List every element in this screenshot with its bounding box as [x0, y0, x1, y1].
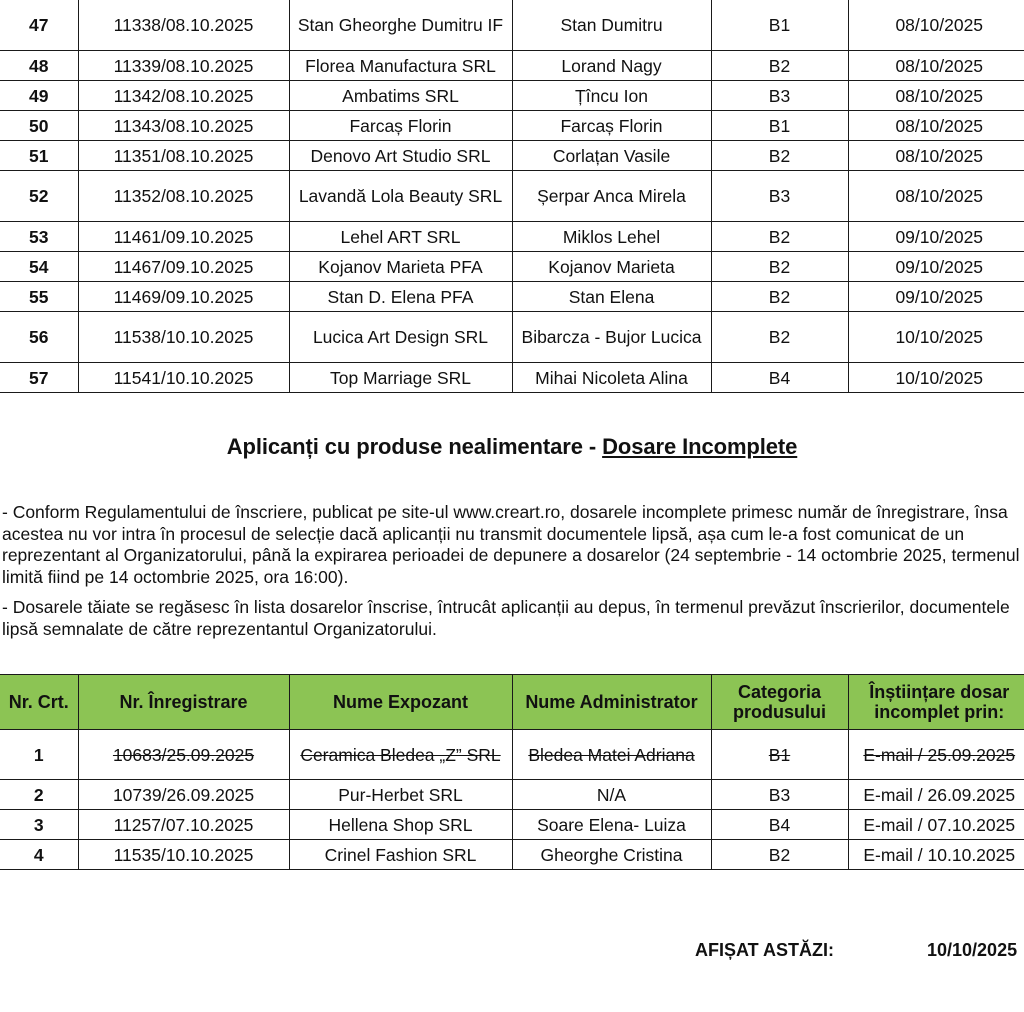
note-struck-files: - Dosarele tăiate se regăsesc în lista dosarelor înscrise, întrucât aplicanții au depus, în termenul prevăzut înscrierilor, documentele lipsă semnalate de către reprezentantul Organizatorului.: [2, 597, 1010, 639]
cell-administrator: [512, 282, 711, 312]
cell-date: [848, 51, 1024, 81]
cell-administrator: [512, 363, 711, 393]
cell-administrator-text: Corlațan Vasile: [552, 145, 671, 166]
table-row: [0, 810, 1024, 840]
cell-nr-text: 53: [29, 226, 49, 247]
cell-registration-text: 11467/09.10.2025: [113, 256, 254, 277]
cell-registration-text: 11257/07.10.2025: [113, 814, 254, 835]
cell-registration-text: 11351/08.10.2025: [113, 145, 254, 166]
cell-registration-text: 11342/08.10.2025: [113, 85, 254, 106]
cell-nr-text: 2: [33, 784, 44, 805]
cell-administrator: [512, 252, 711, 282]
cell-administrator-text: Bledea Matei Adriana: [528, 744, 695, 765]
cell-date: [848, 141, 1024, 171]
cell-exhibitor: [289, 363, 512, 393]
cell-category: [711, 730, 848, 780]
cell-administrator: [512, 222, 711, 252]
cell-exhibitor: [289, 780, 512, 810]
cell-registration-text: 11469/09.10.2025: [113, 286, 254, 307]
cell-exhibitor: [289, 840, 512, 870]
cell-category-text: B2: [768, 256, 791, 277]
cell-nr-text: 55: [29, 286, 49, 307]
cell-date: [848, 111, 1024, 141]
cell-registration-text: 11461/09.10.2025: [113, 226, 254, 247]
header-exhibitor: Nume Expozant: [289, 675, 512, 730]
cell-registration: [78, 111, 289, 141]
cell-nr-text: 57: [29, 367, 49, 388]
cell-notice-text: E-mail / 10.10.2025: [863, 844, 1016, 865]
table-row: [0, 51, 1024, 81]
cell-date: [848, 282, 1024, 312]
table-row: [0, 141, 1024, 171]
cell-nr: [0, 363, 78, 393]
cell-registration-text: 10739/26.09.2025: [112, 784, 255, 805]
cell-notice: [848, 780, 1024, 810]
cell-exhibitor-text: Kojanov Marieta PFA: [318, 256, 483, 277]
cell-nr-text: 1: [33, 744, 44, 765]
cell-exhibitor: [289, 312, 512, 363]
cell-category: [711, 171, 848, 222]
cell-administrator-text: Mihai Nicoleta Alina: [535, 367, 688, 388]
cell-administrator: [512, 51, 711, 81]
cell-administrator-text: N/A: [596, 784, 627, 805]
cell-category: [711, 51, 848, 81]
cell-exhibitor-text: Pur-Herbet SRL: [338, 784, 463, 805]
incomplete-applications-table: [0, 674, 1024, 870]
cell-category-text: B2: [768, 226, 791, 247]
table-row: [0, 252, 1024, 282]
cell-category-text: B3: [768, 186, 791, 206]
cell-date: [848, 0, 1024, 51]
header-nr-crt: Nr. Crt.: [0, 675, 78, 730]
cell-administrator-text: Soare Elena- Luiza: [537, 814, 686, 835]
cell-notice-text: E-mail / 25.09.2025: [863, 744, 1016, 765]
cell-nr: [0, 252, 78, 282]
cell-category: [711, 312, 848, 363]
cell-date-text: 09/10/2025: [895, 286, 984, 307]
cell-registration: [78, 780, 289, 810]
cell-registration-text: 11538/10.10.2025: [113, 327, 254, 347]
cell-registration: [78, 141, 289, 171]
cell-category-text: B1: [768, 14, 791, 35]
heading-prefix: Aplicanți cu produse nealimentare -: [226, 434, 603, 459]
table-row: [0, 730, 1024, 780]
cell-exhibitor: [289, 141, 512, 171]
cell-notice: [848, 840, 1024, 870]
cell-nr: [0, 81, 78, 111]
cell-administrator-text: Farcaș Florin: [560, 115, 663, 136]
cell-category: [711, 363, 848, 393]
cell-registration-text: 11541/10.10.2025: [113, 367, 254, 388]
table-row: [0, 222, 1024, 252]
cell-administrator: [512, 141, 711, 171]
cell-date: [848, 312, 1024, 363]
header-category: Categoria produsului: [711, 675, 848, 730]
cell-administrator: [512, 312, 711, 363]
cell-nr-text: 3: [33, 814, 44, 835]
cell-exhibitor-text: Top Marriage SRL: [329, 367, 472, 388]
cell-administrator-text: Țîncu Ion: [575, 85, 648, 106]
cell-registration-text: 11343/08.10.2025: [113, 115, 254, 136]
cell-date-text: 10/10/2025: [895, 367, 984, 388]
table-row: [0, 111, 1024, 141]
cell-administrator: [512, 81, 711, 111]
cell-administrator: [512, 171, 711, 222]
cell-exhibitor-text: Crinel Fashion SRL: [324, 844, 477, 865]
cell-administrator-text: Stan Dumitru: [560, 14, 663, 35]
cell-date-text: 08/10/2025: [895, 55, 984, 76]
cell-category-text: B1: [768, 744, 791, 765]
cell-administrator-text: Stan Elena: [568, 286, 655, 307]
cell-registration: [78, 81, 289, 111]
cell-exhibitor-text: Lehel ART SRL: [340, 226, 461, 247]
cell-exhibitor-text: Farcaș Florin: [349, 115, 452, 136]
cell-category: [711, 141, 848, 171]
complete-applications-table: [0, 0, 1024, 393]
cell-registration: [78, 312, 289, 363]
cell-registration: [78, 840, 289, 870]
cell-administrator-text: Lorand Nagy: [561, 55, 662, 76]
cell-category-text: B2: [768, 55, 791, 76]
cell-date: [848, 171, 1024, 222]
cell-registration-text: 10683/25.09.2025: [112, 744, 255, 765]
cell-category: [711, 0, 848, 51]
cell-registration: [78, 171, 289, 222]
cell-category: [711, 282, 848, 312]
cell-nr: [0, 111, 78, 141]
cell-registration-text: 11338/08.10.2025: [113, 14, 254, 35]
cell-category-text: B2: [768, 286, 791, 307]
cell-administrator-text: Bibarcza - Bujor Lucica: [521, 327, 702, 347]
cell-registration: [78, 810, 289, 840]
cell-exhibitor: [289, 730, 512, 780]
cell-exhibitor: [289, 111, 512, 141]
cell-exhibitor-text: Stan D. Elena PFA: [327, 286, 474, 307]
cell-exhibitor-text: Hellena Shop SRL: [328, 814, 473, 835]
section-heading: [0, 434, 1024, 460]
cell-date-text: 08/10/2025: [895, 14, 984, 35]
cell-exhibitor: [289, 222, 512, 252]
cell-exhibitor: [289, 810, 512, 840]
cell-category: [711, 780, 848, 810]
table-row: [0, 312, 1024, 363]
posted-today-date: 10/10/2025: [927, 940, 1018, 960]
header-registration: Nr. Înregistrare: [78, 675, 289, 730]
cell-registration: [78, 282, 289, 312]
table-row: [0, 780, 1024, 810]
cell-registration-text: 11352/08.10.2025: [113, 186, 254, 206]
cell-exhibitor: [289, 51, 512, 81]
cell-date-text: 08/10/2025: [895, 85, 984, 106]
cell-date-text: 09/10/2025: [895, 226, 984, 247]
cell-exhibitor: [289, 282, 512, 312]
cell-registration: [78, 0, 289, 51]
cell-category: [711, 222, 848, 252]
cell-administrator-text: Kojanov Marieta: [548, 256, 675, 277]
cell-category-text: B1: [768, 115, 791, 136]
header-administrator: Nume Administrator: [512, 675, 711, 730]
cell-category-text: B2: [768, 844, 791, 865]
cell-administrator: [512, 780, 711, 810]
cell-administrator: [512, 810, 711, 840]
cell-nr-text: 54: [29, 256, 49, 277]
table-row: [0, 171, 1024, 222]
cell-registration: [78, 51, 289, 81]
cell-date-text: 08/10/2025: [895, 145, 984, 166]
cell-nr: [0, 810, 78, 840]
cell-category: [711, 81, 848, 111]
cell-registration: [78, 222, 289, 252]
cell-notice-text: E-mail / 07.10.2025: [863, 814, 1016, 835]
cell-nr: [0, 840, 78, 870]
cell-exhibitor: [289, 81, 512, 111]
cell-exhibitor: [289, 252, 512, 282]
cell-category-text: B3: [768, 85, 791, 106]
cell-registration-text: 11535/10.10.2025: [113, 844, 254, 865]
cell-exhibitor: [289, 171, 512, 222]
cell-date-text: 09/10/2025: [895, 256, 984, 277]
cell-category: [711, 810, 848, 840]
cell-nr: [0, 222, 78, 252]
cell-date-text: 08/10/2025: [895, 115, 984, 136]
cell-nr-text: 4: [33, 844, 44, 865]
cell-nr: [0, 780, 78, 810]
cell-nr-text: 47: [29, 14, 49, 35]
heading-underlined: Dosare Incomplete: [602, 434, 798, 459]
table-row: [0, 81, 1024, 111]
cell-exhibitor: [289, 0, 512, 51]
cell-registration: [78, 363, 289, 393]
cell-date: [848, 252, 1024, 282]
cell-exhibitor-text: Ceramica Bledea „Z” SRL: [300, 744, 501, 765]
cell-exhibitor-text: Florea Manufactura SRL: [305, 55, 496, 76]
cell-exhibitor-text: Lavandă Lola Beauty SRL: [298, 186, 503, 206]
table-row: [0, 363, 1024, 393]
cell-nr: [0, 171, 78, 222]
cell-exhibitor-text: Denovo Art Studio SRL: [310, 145, 491, 166]
cell-category-text: B4: [768, 814, 791, 835]
cell-registration: [78, 252, 289, 282]
cell-administrator: [512, 840, 711, 870]
cell-nr-text: 48: [29, 55, 49, 76]
cell-date: [848, 363, 1024, 393]
cell-date: [848, 222, 1024, 252]
cell-exhibitor-text: Stan Gheorghe Dumitru IF: [297, 14, 504, 35]
cell-date-text: 10/10/2025: [895, 327, 984, 347]
table-header-row: [0, 675, 1024, 730]
table-row: [0, 840, 1024, 870]
table-row: [0, 282, 1024, 312]
posted-today-label: AFIȘAT ASTĂZI:: [695, 940, 834, 960]
cell-nr: [0, 51, 78, 81]
cell-administrator-text: Gheorghe Cristina: [540, 844, 683, 865]
cell-category: [711, 252, 848, 282]
cell-nr: [0, 312, 78, 363]
cell-administrator: [512, 0, 711, 51]
cell-administrator-text: Miklos Lehel: [562, 226, 661, 247]
cell-exhibitor-text: Lucica Art Design SRL: [312, 327, 489, 347]
cell-nr-text: 52: [29, 186, 49, 206]
table-row: [0, 0, 1024, 51]
cell-administrator: [512, 730, 711, 780]
cell-category-text: B2: [768, 145, 791, 166]
cell-nr-text: 49: [29, 85, 49, 106]
cell-registration: [78, 730, 289, 780]
cell-nr: [0, 282, 78, 312]
cell-nr: [0, 141, 78, 171]
cell-nr: [0, 730, 78, 780]
note-registration-rules: - Conform Regulamentului de înscriere, publicat pe site-ul www.creart.ro, dosarele incomplete primesc număr de înregistrare, însa acestea nu vor intra în procesul de selecție dacă aplicanții nu transmit documentele lipsă, așa cum le-a fost comunicat de un reprezentant al Organizatorului, până la expirarea perioadei de depunere a dosarelor (24 septembrie - 14 octombrie 2025, termenul limită fiind pe 14 octombrie 2025, ora 16:00).: [2, 502, 1020, 587]
cell-administrator-text: Șerpar Anca Mirela: [537, 186, 686, 206]
cell-category-text: B4: [768, 367, 791, 388]
cell-notice-text: E-mail / 26.09.2025: [863, 784, 1016, 805]
cell-administrator: [512, 111, 711, 141]
cell-exhibitor-text: Ambatims SRL: [342, 85, 459, 106]
cell-category: [711, 111, 848, 141]
cell-nr-text: 51: [29, 145, 49, 166]
cell-date: [848, 81, 1024, 111]
cell-date-text: 08/10/2025: [895, 186, 984, 206]
cell-registration-text: 11339/08.10.2025: [113, 55, 254, 76]
cell-nr-text: 56: [29, 327, 49, 347]
cell-category: [711, 840, 848, 870]
cell-category-text: B3: [768, 784, 791, 805]
cell-notice: [848, 810, 1024, 840]
header-notice: Înștiințare dosar incomplet prin:: [848, 675, 1024, 730]
cell-nr-text: 50: [29, 115, 49, 136]
cell-category-text: B2: [768, 327, 791, 347]
cell-nr: [0, 0, 78, 51]
cell-notice: [848, 730, 1024, 780]
